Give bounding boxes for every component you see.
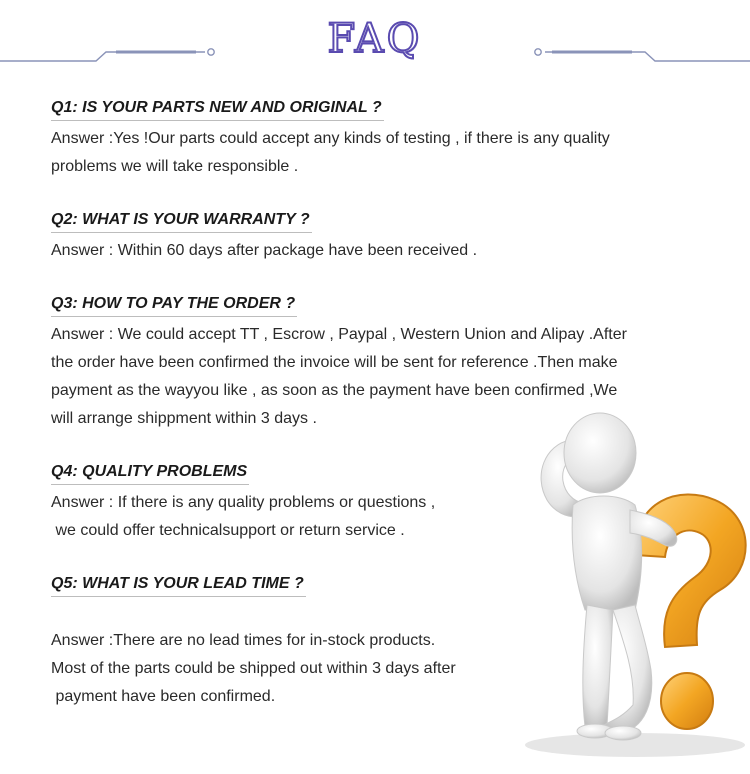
page-title: FAQ	[327, 16, 423, 62]
answer-line: payment as the wayyou like , as soon as the payment have been confirmed ,We	[51, 382, 618, 399]
answer-line: Answer : If there is any quality problems or questions ,	[51, 494, 436, 511]
answer-line: will arrange shippment within 3 days .	[51, 410, 317, 427]
answer-line: Most of the parts could be shipped out within 3 days after	[51, 660, 456, 677]
answer-line: Answer : Within 60 days after package have been received .	[51, 242, 478, 259]
faq-question: Q2: WHAT IS YOUR WARRANTY ?	[51, 211, 312, 233]
answer-line: Answer :Yes !Our parts could accept any kinds of testing , if there is any quality	[51, 130, 610, 147]
faq-answer	[51, 125, 691, 181]
faq-question: Q5: WHAT IS YOUR LEAD TIME ?	[51, 575, 306, 597]
answer-line: Answer : We could accept TT , Escrow , Paypal , Western Union and Alipay .After	[51, 326, 627, 343]
faq-item-1	[51, 99, 691, 181]
answer-line: the order have been confirmed the invoice will be sent for reference .Then make	[51, 354, 618, 371]
faq-header	[0, 0, 750, 90]
faq-answer	[51, 237, 691, 265]
thinking-person-with-question-mark-icon	[515, 405, 750, 769]
answer-line: we could offer technicalsupport or return service .	[51, 522, 405, 539]
answer-line: problems we will take responsible .	[51, 158, 299, 175]
faq-question: Q4: QUALITY PROBLEMS	[51, 463, 249, 485]
faq-question: Q3: HOW TO PAY THE ORDER ?	[51, 295, 297, 317]
answer-line: Answer :There are no lead times for in-stock products.	[51, 632, 436, 649]
answer-line: payment have been confirmed.	[51, 688, 276, 705]
faq-question: Q1: IS YOUR PARTS NEW AND ORIGINAL ?	[51, 99, 384, 121]
faq-item-2	[51, 211, 691, 265]
